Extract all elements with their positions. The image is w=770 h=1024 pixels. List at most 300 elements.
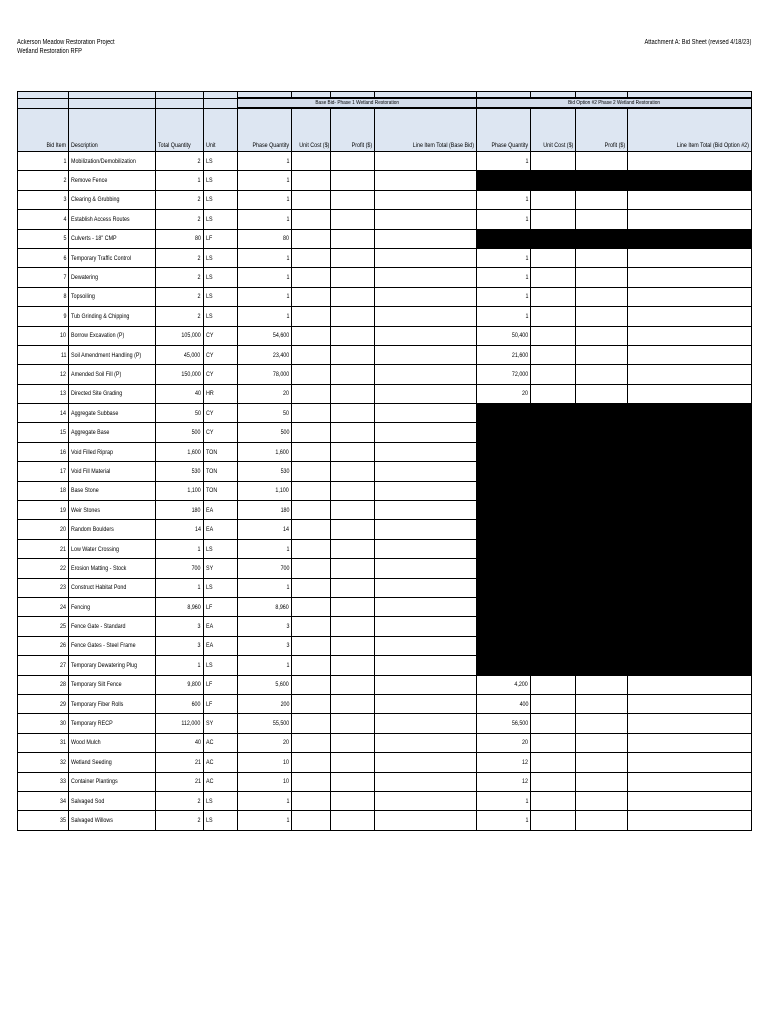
base-unit-cost-cell[interactable]: [292, 326, 331, 345]
base-unit-cost-cell[interactable]: [292, 694, 331, 713]
base-line-total-cell[interactable]: [375, 345, 476, 364]
bid-item-number-cell: 20: [18, 520, 69, 539]
base-profit-cell[interactable]: [331, 423, 375, 442]
base-line-total-cell[interactable]: [375, 753, 476, 772]
base-unit-cost-cell[interactable]: [292, 190, 331, 209]
opt-unit-cost-cell[interactable]: [531, 791, 576, 810]
description-cell: Culverts - 18" CMP: [69, 229, 155, 248]
unit-cell: AC: [203, 753, 237, 772]
opt-line-total-cell: [628, 462, 752, 481]
opt-profit-cell[interactable]: [576, 365, 628, 384]
opt-unit-cost-cell[interactable]: [531, 287, 576, 306]
base-unit-cost-cell[interactable]: [292, 636, 331, 655]
project-title: Ackerson Meadow Restoration Project: [17, 39, 115, 46]
description-cell: Container Plantings: [69, 772, 155, 791]
opt-unit-cost-cell[interactable]: [531, 190, 576, 209]
opt-unit-cost-cell[interactable]: [531, 675, 576, 694]
opt-line-total-cell: [628, 559, 752, 578]
opt-phase-quantity-cell: 20: [476, 733, 530, 752]
base-phase-quantity-cell: 1: [237, 656, 291, 675]
bid-item-row: [18, 791, 752, 810]
base-unit-cost-cell[interactable]: [292, 462, 331, 481]
total-quantity-cell: 2: [155, 152, 203, 171]
opt-profit-cell[interactable]: [576, 268, 628, 287]
base-line-total-cell[interactable]: [375, 694, 476, 713]
base-unit-cost-cell[interactable]: [292, 559, 331, 578]
base-unit-cost-cell[interactable]: [292, 791, 331, 810]
bid-item-row: [18, 597, 752, 616]
opt-profit-cell[interactable]: [576, 772, 628, 791]
base-line-total-cell[interactable]: [375, 597, 476, 616]
base-unit-cost-cell[interactable]: [292, 345, 331, 364]
base-line-total-cell[interactable]: [375, 462, 476, 481]
base-unit-cost-cell[interactable]: [292, 268, 331, 287]
total-quantity-cell: 180: [155, 501, 203, 520]
opt-line-total-cell[interactable]: [628, 326, 752, 345]
opt-profit-cell[interactable]: [576, 326, 628, 345]
bid-item-row: [18, 462, 752, 481]
description-cell: Void Fill Material: [69, 462, 155, 481]
total-quantity-cell: 2: [155, 248, 203, 267]
description-cell: Dewatering: [69, 268, 155, 287]
opt-line-total-cell[interactable]: [628, 714, 752, 733]
description-cell: Establish Access Routes: [69, 210, 155, 229]
base-profit-cell[interactable]: [331, 597, 375, 616]
opt-unit-cost-cell: [531, 229, 576, 248]
base-unit-cost-cell[interactable]: [292, 307, 331, 326]
opt-unit-cost-cell[interactable]: [531, 772, 576, 791]
base-profit-cell[interactable]: [331, 675, 375, 694]
base-profit-cell[interactable]: [331, 152, 375, 171]
opt-profit-cell[interactable]: [576, 811, 628, 830]
base-line-total-cell[interactable]: [375, 442, 476, 461]
opt-phase-quantity-cell: [476, 539, 530, 558]
opt-line-total-cell[interactable]: [628, 210, 752, 229]
base-line-total-cell[interactable]: [375, 714, 476, 733]
opt-phase-quantity-cell: 20: [476, 384, 530, 403]
opt-profit-cell[interactable]: [576, 733, 628, 752]
opt-line-total-cell[interactable]: [628, 365, 752, 384]
base-unit-cost-cell[interactable]: [292, 578, 331, 597]
base-phase-quantity-cell: 1: [237, 539, 291, 558]
description-cell: Amended Soil Fill (P): [69, 365, 155, 384]
bid-item-number-cell: 27: [18, 656, 69, 675]
base-line-total-cell[interactable]: [375, 772, 476, 791]
base-line-total-cell[interactable]: [375, 675, 476, 694]
base-line-total-cell[interactable]: [375, 190, 476, 209]
base-profit-cell[interactable]: [331, 210, 375, 229]
opt-line-total-cell: [628, 481, 752, 500]
base-line-total-cell[interactable]: [375, 733, 476, 752]
opt-line-total-cell: [628, 171, 752, 190]
opt-profit-cell: [576, 520, 628, 539]
opt-profit-cell[interactable]: [576, 152, 628, 171]
base-unit-cost-cell[interactable]: [292, 171, 331, 190]
opt-line-total-cell[interactable]: [628, 733, 752, 752]
bid-item-number-cell: 4: [18, 210, 69, 229]
base-profit-cell[interactable]: [331, 384, 375, 403]
base-profit-cell[interactable]: [331, 307, 375, 326]
base-profit-cell[interactable]: [331, 656, 375, 675]
base-profit-cell[interactable]: [331, 345, 375, 364]
bid-item-number-cell: 35: [18, 811, 69, 830]
opt-unit-cost-cell: [531, 597, 576, 616]
bid-item-row: [18, 190, 752, 209]
description-cell: Temporary Dewatering Plug: [69, 656, 155, 675]
base-profit-cell[interactable]: [331, 268, 375, 287]
base-unit-cost-cell[interactable]: [292, 753, 331, 772]
base-profit-cell[interactable]: [331, 481, 375, 500]
total-quantity-cell: 2: [155, 268, 203, 287]
opt-unit-cost-cell[interactable]: [531, 210, 576, 229]
base-phase-quantity-cell: 1: [237, 171, 291, 190]
base-unit-cost-cell[interactable]: [292, 481, 331, 500]
opt-phase-quantity-cell: 12: [476, 753, 530, 772]
unit-cell: CY: [203, 423, 237, 442]
opt-unit-cost-cell: [531, 481, 576, 500]
opt-unit-cost-cell: [531, 404, 576, 423]
base-unit-cost-cell[interactable]: [292, 714, 331, 733]
base-profit-cell[interactable]: [331, 520, 375, 539]
base-unit-cost-cell[interactable]: [292, 811, 331, 830]
opt-profit-cell: [576, 423, 628, 442]
base-unit-cost-cell[interactable]: [292, 365, 331, 384]
base-unit-cost-cell[interactable]: [292, 675, 331, 694]
total-quantity-cell: 600: [155, 694, 203, 713]
bid-item-number-cell: 28: [18, 675, 69, 694]
base-unit-cost-cell[interactable]: [292, 520, 331, 539]
bid-item-number-cell: 1: [18, 152, 69, 171]
bid-item-number-cell: 21: [18, 539, 69, 558]
opt-unit-cost-cell[interactable]: [531, 307, 576, 326]
opt-profit-cell[interactable]: [576, 384, 628, 403]
bid-item-row: [18, 578, 752, 597]
base-unit-cost-cell[interactable]: [292, 229, 331, 248]
base-phase-quantity-cell: 20: [237, 384, 291, 403]
opt-line-total-cell[interactable]: [628, 248, 752, 267]
opt-profit-cell[interactable]: [576, 675, 628, 694]
opt-profit-cell[interactable]: [576, 694, 628, 713]
base-line-total-cell[interactable]: [375, 617, 476, 636]
base-line-total-cell[interactable]: [375, 791, 476, 810]
base-line-total-cell[interactable]: [375, 656, 476, 675]
bid-item-row: [18, 248, 752, 267]
description-cell: Construct Habitat Pond: [69, 578, 155, 597]
total-quantity-cell: 700: [155, 559, 203, 578]
opt-profit-cell[interactable]: [576, 190, 628, 209]
base-profit-cell[interactable]: [331, 772, 375, 791]
bid-item-number-cell: 34: [18, 791, 69, 810]
total-quantity-cell: 112,000: [155, 714, 203, 733]
opt-unit-cost-cell[interactable]: [531, 268, 576, 287]
base-unit-cost-cell[interactable]: [292, 442, 331, 461]
opt-line-total-cell: [628, 578, 752, 597]
base-phase-quantity-cell: 500: [237, 423, 291, 442]
total-quantity-cell: 45,000: [155, 345, 203, 364]
description-cell: Salvaged Sod: [69, 791, 155, 810]
base-line-total-cell[interactable]: [375, 404, 476, 423]
opt-profit-cell: [576, 656, 628, 675]
bid-item-row: [18, 404, 752, 423]
opt-phase-quantity-cell: [476, 171, 530, 190]
bid-item-number-cell: 3: [18, 190, 69, 209]
opt-line-total-cell[interactable]: [628, 268, 752, 287]
unit-cell: LS: [203, 811, 237, 830]
base-phase-quantity-cell: 1,600: [237, 442, 291, 461]
base-profit-cell[interactable]: [331, 442, 375, 461]
base-profit-cell[interactable]: [331, 617, 375, 636]
base-phase-quantity-cell: 180: [237, 501, 291, 520]
base-line-total-cell[interactable]: [375, 268, 476, 287]
opt-line-total-cell: [628, 442, 752, 461]
base-unit-cost-cell[interactable]: [292, 404, 331, 423]
bid-item-row: [18, 345, 752, 364]
opt-line-total-cell[interactable]: [628, 287, 752, 306]
rfp-title: Wetland Restoration RFP: [17, 48, 82, 55]
base-profit-cell[interactable]: [331, 733, 375, 752]
total-quantity-cell: 1: [155, 656, 203, 675]
base-profit-cell[interactable]: [331, 462, 375, 481]
base-unit-cost-cell[interactable]: [292, 772, 331, 791]
opt-line-total-cell: [628, 656, 752, 675]
base-profit-cell[interactable]: [331, 694, 375, 713]
description-cell: Wood Mulch: [69, 733, 155, 752]
total-quantity-cell: 40: [155, 733, 203, 752]
base-line-total-cell[interactable]: [375, 559, 476, 578]
base-profit-cell[interactable]: [331, 539, 375, 558]
opt-unit-cost-cell[interactable]: [531, 384, 576, 403]
base-profit-cell[interactable]: [331, 636, 375, 655]
base-line-total-cell[interactable]: [375, 152, 476, 171]
bid-item-row: [18, 636, 752, 655]
sheet-header-left: [17, 38, 115, 56]
base-phase-quantity-cell: 1: [237, 210, 291, 229]
opt-line-total-cell: [628, 501, 752, 520]
col-base-phase-quantity: Phase Quantity: [237, 108, 291, 152]
base-profit-cell[interactable]: [331, 791, 375, 810]
opt-profit-cell[interactable]: [576, 714, 628, 733]
unit-cell: EA: [203, 520, 237, 539]
description-cell: Erosion Matting - Stock: [69, 559, 155, 578]
opt-unit-cost-cell[interactable]: [531, 714, 576, 733]
base-line-total-cell[interactable]: [375, 248, 476, 267]
bid-item-row: [18, 442, 752, 461]
total-quantity-cell: 2: [155, 307, 203, 326]
bid-item-number-cell: 26: [18, 636, 69, 655]
opt-unit-cost-cell[interactable]: [531, 753, 576, 772]
opt-line-total-cell[interactable]: [628, 190, 752, 209]
bid-item-number-cell: 23: [18, 578, 69, 597]
base-line-total-cell[interactable]: [375, 326, 476, 345]
opt-line-total-cell[interactable]: [628, 694, 752, 713]
opt-profit-cell[interactable]: [576, 210, 628, 229]
col-base-line-total: Line Item Total (Base Bid): [375, 108, 476, 152]
base-line-total-cell[interactable]: [375, 287, 476, 306]
base-unit-cost-cell[interactable]: [292, 656, 331, 675]
opt-line-total-cell: [628, 539, 752, 558]
base-unit-cost-cell[interactable]: [292, 423, 331, 442]
opt-profit-cell: [576, 539, 628, 558]
opt-line-total-cell: [628, 404, 752, 423]
bid-item-row: [18, 733, 752, 752]
bid-item-row: [18, 501, 752, 520]
base-phase-quantity-cell: 23,400: [237, 345, 291, 364]
base-line-total-cell[interactable]: [375, 520, 476, 539]
opt-profit-cell: [576, 501, 628, 520]
opt-unit-cost-cell[interactable]: [531, 811, 576, 830]
opt-line-total-cell[interactable]: [628, 753, 752, 772]
base-profit-cell[interactable]: [331, 714, 375, 733]
bid-item-row: [18, 539, 752, 558]
base-line-total-cell[interactable]: [375, 481, 476, 500]
col-opt-unit-cost: Unit Cost ($): [531, 108, 576, 152]
base-unit-cost-cell[interactable]: [292, 384, 331, 403]
opt-profit-cell[interactable]: [576, 791, 628, 810]
opt-unit-cost-cell: [531, 520, 576, 539]
opt-phase-quantity-cell: [476, 442, 530, 461]
description-cell: Fence Gates - Steel Frame: [69, 636, 155, 655]
base-line-total-cell[interactable]: [375, 210, 476, 229]
description-cell: Aggregate Base: [69, 423, 155, 442]
unit-cell: LF: [203, 694, 237, 713]
opt-line-total-cell[interactable]: [628, 152, 752, 171]
opt-unit-cost-cell[interactable]: [531, 694, 576, 713]
base-line-total-cell[interactable]: [375, 578, 476, 597]
total-quantity-cell: 1,100: [155, 481, 203, 500]
opt-profit-cell[interactable]: [576, 345, 628, 364]
base-profit-cell[interactable]: [331, 171, 375, 190]
base-profit-cell[interactable]: [331, 811, 375, 830]
description-cell: Fencing: [69, 597, 155, 616]
bid-item-number-cell: 22: [18, 559, 69, 578]
opt-line-total-cell[interactable]: [628, 772, 752, 791]
base-phase-quantity-cell: 3: [237, 617, 291, 636]
description-cell: Temporary Traffic Control: [69, 248, 155, 267]
opt-line-total-cell[interactable]: [628, 791, 752, 810]
base-profit-cell[interactable]: [331, 578, 375, 597]
base-line-total-cell[interactable]: [375, 811, 476, 830]
opt-profit-cell: [576, 442, 628, 461]
bid-item-row: [18, 365, 752, 384]
bid-item-row: [18, 152, 752, 171]
base-profit-cell[interactable]: [331, 365, 375, 384]
base-line-total-cell[interactable]: [375, 307, 476, 326]
base-profit-cell[interactable]: [331, 559, 375, 578]
unit-cell: TON: [203, 481, 237, 500]
opt-profit-cell: [576, 597, 628, 616]
base-line-total-cell[interactable]: [375, 501, 476, 520]
base-phase-quantity-cell: 1: [237, 578, 291, 597]
opt-profit-cell[interactable]: [576, 307, 628, 326]
opt-phase-quantity-cell: [476, 481, 530, 500]
description-cell: Void Filled Riprap: [69, 442, 155, 461]
total-quantity-cell: 80: [155, 229, 203, 248]
base-line-total-cell[interactable]: [375, 171, 476, 190]
base-profit-cell[interactable]: [331, 404, 375, 423]
description-cell: Temporary Silt Fence: [69, 675, 155, 694]
bid-item-row: [18, 171, 752, 190]
bid-item-row: [18, 210, 752, 229]
base-unit-cost-cell[interactable]: [292, 287, 331, 306]
total-quantity-cell: 2: [155, 811, 203, 830]
total-quantity-cell: 1: [155, 171, 203, 190]
bid-item-row: [18, 656, 752, 675]
base-profit-cell[interactable]: [331, 287, 375, 306]
base-line-total-cell[interactable]: [375, 636, 476, 655]
base-unit-cost-cell[interactable]: [292, 210, 331, 229]
opt-unit-cost-cell[interactable]: [531, 152, 576, 171]
unit-cell: LF: [203, 675, 237, 694]
description-cell: Random Boulders: [69, 520, 155, 539]
opt-line-total-cell[interactable]: [628, 384, 752, 403]
opt-unit-cost-cell: [531, 559, 576, 578]
base-phase-quantity-cell: 1: [237, 307, 291, 326]
base-profit-cell[interactable]: [331, 190, 375, 209]
base-unit-cost-cell[interactable]: [292, 248, 331, 267]
base-line-total-cell[interactable]: [375, 365, 476, 384]
opt-unit-cost-cell[interactable]: [531, 248, 576, 267]
unit-cell: LS: [203, 171, 237, 190]
opt-profit-cell[interactable]: [576, 248, 628, 267]
opt-phase-quantity-cell: 1: [476, 190, 530, 209]
description-cell: Base Stone: [69, 481, 155, 500]
base-profit-cell[interactable]: [331, 248, 375, 267]
opt-line-total-cell: [628, 617, 752, 636]
base-line-total-cell[interactable]: [375, 384, 476, 403]
base-phase-quantity-cell: 1: [237, 287, 291, 306]
base-profit-cell[interactable]: [331, 753, 375, 772]
base-unit-cost-cell[interactable]: [292, 597, 331, 616]
base-phase-quantity-cell: 8,960: [237, 597, 291, 616]
base-unit-cost-cell[interactable]: [292, 501, 331, 520]
unit-cell: EA: [203, 636, 237, 655]
opt-unit-cost-cell[interactable]: [531, 733, 576, 752]
base-line-total-cell[interactable]: [375, 539, 476, 558]
opt-profit-cell: [576, 481, 628, 500]
opt-unit-cost-cell[interactable]: [531, 326, 576, 345]
base-line-total-cell[interactable]: [375, 229, 476, 248]
opt-line-total-cell[interactable]: [628, 811, 752, 830]
opt-profit-cell[interactable]: [576, 287, 628, 306]
opt-phase-quantity-cell: [476, 559, 530, 578]
base-line-total-cell[interactable]: [375, 423, 476, 442]
bid-item-number-cell: 18: [18, 481, 69, 500]
opt-profit-cell[interactable]: [576, 753, 628, 772]
bid-item-number-cell: 2: [18, 171, 69, 190]
base-unit-cost-cell[interactable]: [292, 539, 331, 558]
col-opt-phase-quantity: Phase Quantity: [476, 108, 530, 152]
opt-line-total-cell[interactable]: [628, 675, 752, 694]
base-phase-quantity-cell: 1: [237, 791, 291, 810]
base-unit-cost-cell[interactable]: [292, 617, 331, 636]
base-profit-cell[interactable]: [331, 229, 375, 248]
opt-unit-cost-cell: [531, 578, 576, 597]
unit-cell: LS: [203, 152, 237, 171]
opt-line-total-cell: [628, 597, 752, 616]
base-unit-cost-cell[interactable]: [292, 152, 331, 171]
opt-unit-cost-cell[interactable]: [531, 345, 576, 364]
base-profit-cell[interactable]: [331, 501, 375, 520]
base-profit-cell[interactable]: [331, 326, 375, 345]
total-quantity-cell: 1: [155, 539, 203, 558]
opt-line-total-cell[interactable]: [628, 307, 752, 326]
opt-unit-cost-cell[interactable]: [531, 365, 576, 384]
opt-line-total-cell[interactable]: [628, 345, 752, 364]
base-unit-cost-cell[interactable]: [292, 733, 331, 752]
bid-item-number-cell: 10: [18, 326, 69, 345]
col-base-profit: Profit ($): [331, 108, 375, 152]
bid-option-2-group-header: Bid Option #2 Phase 2 Wetland Restoration: [476, 98, 751, 108]
